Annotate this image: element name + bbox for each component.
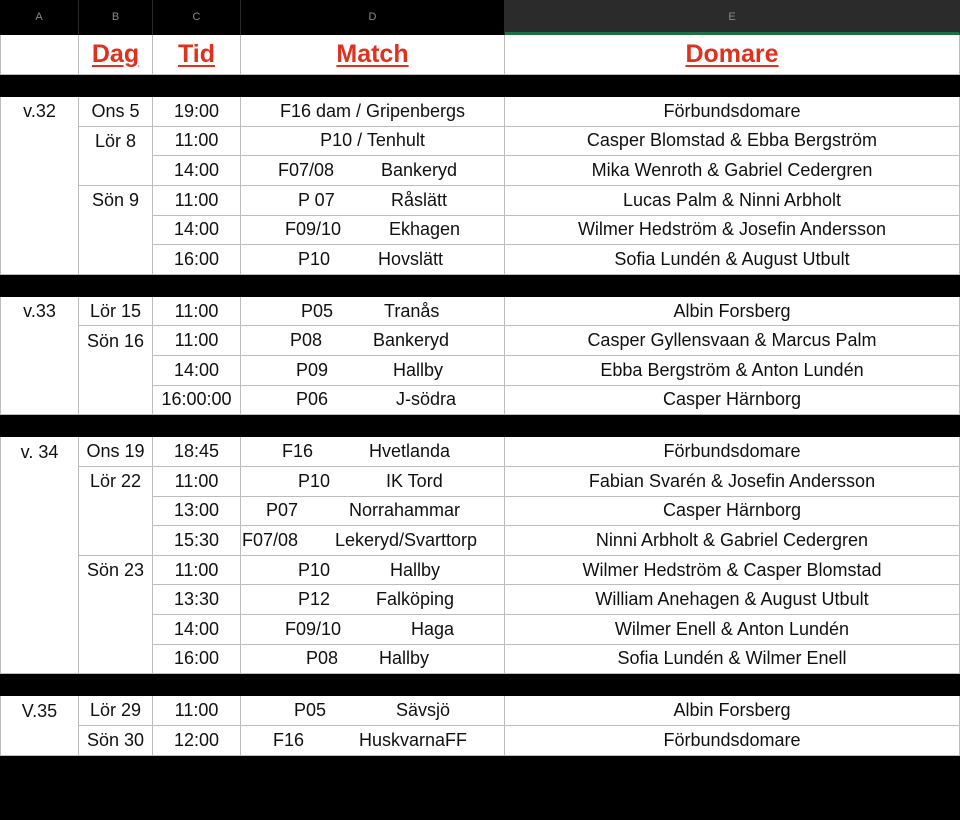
cell-referee[interactable]: Sofia Lundén & Wilmer Enell [505, 645, 960, 675]
table-row [0, 386, 960, 416]
cell-week[interactable]: V.35 [0, 696, 79, 726]
cell-day[interactable] [79, 526, 153, 556]
cell-match[interactable] [241, 356, 505, 386]
cell-referee[interactable]: Förbundsdomare [505, 97, 960, 127]
cell-time[interactable]: 11:00 [153, 696, 241, 726]
cell-match[interactable] [241, 156, 505, 186]
match-category: P06 [296, 389, 329, 410]
cell-week[interactable] [0, 615, 79, 645]
cell-time[interactable]: 19:00 [153, 97, 241, 127]
table-row [0, 245, 960, 275]
column-header-d[interactable]: D [241, 0, 505, 35]
cell-time[interactable]: 16:00 [153, 245, 241, 275]
match-category: F16 [282, 441, 314, 462]
match-opponent: HuskvarnaFF [359, 729, 468, 750]
cell-time[interactable]: 14:00 [153, 216, 241, 246]
match-category: F09/10 [285, 618, 342, 639]
cell-match[interactable] [241, 726, 505, 756]
cell-referee[interactable]: Mika Wenroth & Gabriel Cedergren [505, 156, 960, 186]
column-header-a[interactable]: A [0, 0, 79, 35]
cell-time[interactable]: 14:00 [153, 615, 241, 645]
cell-time[interactable]: 13:00 [153, 497, 241, 527]
table-row [0, 156, 960, 186]
cell-week[interactable]: v.33 [0, 297, 79, 327]
column-header-c[interactable]: C [153, 0, 241, 35]
cell-match[interactable] [241, 585, 505, 615]
separator-row [0, 415, 960, 437]
table-row [0, 97, 960, 127]
cell-week[interactable] [0, 497, 79, 527]
match-category: P10 [298, 470, 331, 491]
cell-referee[interactable]: Wilmer Enell & Anton Lundén [505, 615, 960, 645]
header-tid[interactable] [153, 35, 241, 75]
match-opponent: Hallby [379, 648, 430, 669]
match-category: F16 [273, 729, 305, 750]
cell-day[interactable] [79, 645, 153, 675]
separator-row [0, 674, 960, 696]
cell-referee[interactable]: Sofia Lundén & August Utbult [505, 245, 960, 275]
match-opponent: Hallby [393, 359, 444, 380]
cell-match[interactable] [241, 216, 505, 246]
cell-match[interactable] [241, 326, 505, 356]
separator-row [0, 275, 960, 297]
cell-week[interactable] [0, 585, 79, 615]
match-opponent: Haga [411, 618, 455, 639]
match-opponent: Hvetlanda [369, 441, 451, 462]
cell-week[interactable] [0, 556, 79, 586]
cell-header-empty[interactable] [0, 35, 79, 75]
cell-referee[interactable]: Casper Härnborg [505, 386, 960, 416]
cell-match[interactable] [241, 186, 505, 216]
cell-match[interactable] [241, 497, 505, 527]
table-row [0, 696, 960, 726]
table-row [0, 645, 960, 675]
cell-week[interactable] [0, 245, 79, 275]
cell-day[interactable] [79, 386, 153, 416]
cell-time[interactable]: 18:45 [153, 437, 241, 467]
match-category: F07/08 [278, 160, 335, 181]
cell-match[interactable] [241, 615, 505, 645]
match-category: P05 [294, 700, 327, 721]
cell-week[interactable] [0, 356, 79, 386]
match-opponent: Bankeryd [373, 330, 450, 351]
cell-day[interactable] [79, 585, 153, 615]
header-dag[interactable] [79, 35, 153, 75]
match-opponent: Tranås [384, 300, 440, 321]
cell-match[interactable] [241, 386, 505, 416]
match-category: P10 [298, 559, 331, 580]
match-category: P05 [301, 300, 334, 321]
column-headers [0, 0, 960, 35]
cell-time[interactable]: 15:30 [153, 526, 241, 556]
match-opponent: Hovslätt [378, 248, 444, 269]
match-opponent: Ekhagen [389, 219, 461, 240]
cell-time[interactable]: 14:00 [153, 156, 241, 186]
match-opponent: IK Tord [386, 470, 443, 491]
cell-referee[interactable]: Förbundsdomare [505, 437, 960, 467]
cell-week[interactable] [0, 645, 79, 675]
cell-time[interactable]: 14:00 [153, 356, 241, 386]
match-opponent: Råslätt [391, 189, 448, 210]
table-row [0, 556, 960, 586]
table-row [0, 467, 960, 497]
cell-referee[interactable]: Fabian Svarén & Josefin Andersson [505, 467, 960, 497]
match-category: P10 [298, 248, 331, 269]
cell-time[interactable]: 11:00 [153, 556, 241, 586]
cell-referee[interactable]: Ninni Arbholt & Gabriel Cedergren [505, 526, 960, 556]
cell-day[interactable]: Ons 19 [79, 437, 153, 467]
cell-match[interactable] [241, 645, 505, 675]
match-opponent: Norrahammar [349, 500, 461, 521]
header-domare[interactable] [505, 35, 960, 75]
cell-week[interactable]: v. 34 [0, 437, 79, 467]
cell-referee[interactable]: Casper Härnborg [505, 497, 960, 527]
table-row [0, 186, 960, 216]
cell-referee[interactable]: Casper Blomstad & Ebba Bergström [505, 127, 960, 157]
match-category: P12 [298, 589, 331, 610]
cell-day[interactable]: Sön 30 [79, 726, 153, 756]
cell-time[interactable]: 16:00:00 [153, 386, 241, 416]
cell-time[interactable]: 11:00 [153, 326, 241, 356]
cell-day[interactable] [79, 245, 153, 275]
cell-week[interactable] [0, 726, 79, 756]
cell-referee[interactable]: Ebba Bergström & Anton Lundén [505, 356, 960, 386]
table-row [0, 585, 960, 615]
match-category: F09/10 [285, 219, 342, 240]
cell-match[interactable]: F16 dam / Gripenbergs [241, 97, 505, 127]
cell-time[interactable]: 11:00 [153, 127, 241, 157]
table-row [0, 497, 960, 527]
table-row [0, 726, 960, 756]
cell-time[interactable]: 12:00 [153, 726, 241, 756]
cell-week[interactable]: v.32 [0, 97, 79, 127]
cell-week[interactable] [0, 326, 79, 356]
cell-match[interactable] [241, 437, 505, 467]
table-row [0, 216, 960, 246]
cell-day[interactable]: Sön 9 [79, 186, 153, 216]
match-category: P09 [296, 359, 329, 380]
header-tid-label: Tid [177, 40, 216, 68]
cell-time[interactable]: 16:00 [153, 645, 241, 675]
cell-week[interactable] [0, 186, 79, 216]
match-opponent: Bankeryd [381, 160, 458, 181]
cell-time[interactable]: 11:00 [153, 467, 241, 497]
table-row [0, 297, 960, 327]
table-row [0, 326, 960, 356]
cell-day[interactable] [79, 497, 153, 527]
cell-day[interactable]: Lör 29 [79, 696, 153, 726]
cell-day[interactable]: Lör 8 [79, 127, 153, 157]
match-opponent: Sävsjö [396, 700, 451, 721]
match-category: P08 [306, 648, 339, 669]
cell-time[interactable]: 11:00 [153, 186, 241, 216]
column-header-e[interactable]: E [505, 0, 960, 35]
cell-match[interactable] [241, 696, 505, 726]
table-row [0, 127, 960, 157]
cell-match[interactable] [241, 297, 505, 327]
table-row [0, 526, 960, 556]
cell-referee[interactable]: Wilmer Hedström & Casper Blomstad [505, 556, 960, 586]
cell-week[interactable] [0, 526, 79, 556]
cell-referee[interactable]: Lucas Palm & Ninni Arbholt [505, 186, 960, 216]
match-opponent: Lekeryd/Svarttorp [335, 529, 478, 550]
cell-match[interactable] [241, 467, 505, 497]
cell-referee[interactable]: William Anehagen & August Utbult [505, 585, 960, 615]
match-category: P07 [266, 500, 299, 521]
match-opponent: Falköping [376, 589, 455, 610]
cell-day[interactable]: Sön 23 [79, 556, 153, 586]
cell-day[interactable]: Lör 22 [79, 467, 153, 497]
cell-referee[interactable]: Albin Forsberg [505, 297, 960, 327]
match-category: F07/08 [242, 529, 299, 550]
cell-referee[interactable]: Wilmer Hedström & Josefin Andersson [505, 216, 960, 246]
cell-week[interactable] [0, 467, 79, 497]
cell-match[interactable]: P10 / Tenhult [241, 127, 505, 157]
match-category: P 07 [298, 189, 335, 210]
cell-day[interactable]: Lör 15 [79, 297, 153, 327]
cell-day[interactable]: Sön 16 [79, 326, 153, 356]
separator-row [0, 756, 960, 778]
cell-match[interactable] [241, 556, 505, 586]
cell-week[interactable] [0, 216, 79, 246]
cell-grid [0, 35, 960, 778]
cell-day[interactable] [79, 356, 153, 386]
cell-week[interactable] [0, 156, 79, 186]
cell-referee[interactable]: Casper Gyllensvaan & Marcus Palm [505, 326, 960, 356]
header-row [0, 35, 960, 75]
cell-referee[interactable]: Albin Forsberg [505, 696, 960, 726]
cell-referee[interactable]: Förbundsdomare [505, 726, 960, 756]
cell-day[interactable] [79, 615, 153, 645]
header-match-label: Match [336, 40, 409, 68]
cell-match[interactable] [241, 245, 505, 275]
cell-day[interactable] [79, 216, 153, 246]
match-category: P08 [290, 330, 323, 351]
header-match[interactable] [241, 35, 505, 75]
header-domare-label: Domare [685, 40, 779, 68]
match-opponent: Hallby [390, 559, 441, 580]
header-dag-label: Dag [91, 40, 140, 68]
cell-time[interactable]: 11:00 [153, 297, 241, 327]
cell-week[interactable] [0, 127, 79, 157]
cell-week[interactable] [0, 386, 79, 416]
separator-row [0, 75, 960, 97]
cell-time[interactable]: 13:30 [153, 585, 241, 615]
match-opponent: J-södra [396, 389, 457, 410]
cell-match[interactable] [241, 526, 505, 556]
cell-day[interactable]: Ons 5 [79, 97, 153, 127]
table-row [0, 615, 960, 645]
cell-day[interactable] [79, 156, 153, 186]
table-row [0, 437, 960, 467]
table-row [0, 356, 960, 386]
column-header-b[interactable]: B [79, 0, 153, 35]
